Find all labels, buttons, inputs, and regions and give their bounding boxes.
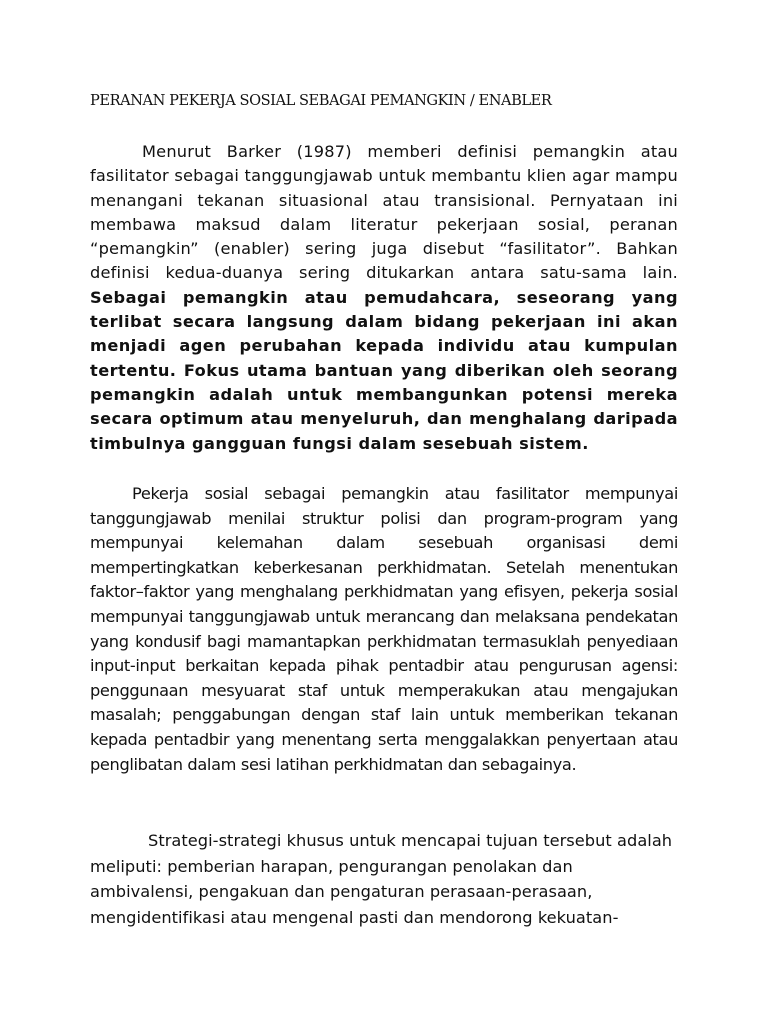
document-title: PERANAN PEKERJA SOSIAL SEBAGAI PEMANGKIN / ENABLER [90, 92, 552, 109]
paragraph-barker-definition [90, 140, 678, 456]
paragraph-social-worker-role: Pekerja sosial sebagai pemangkin atau fasilitator mempunyai tanggungjawab menilai struktur polisi dan program-program yang mempunyai kelemahan dalam sesebuah organisasi demi mempertingkatkan keberkesanan perkhidmatan. Setelah menentukan faktor–faktor yang menghalang perkhidmatan yang efisyen, pekerja sosial mempunyai tanggungjawab untuk merancang dan melaksana pendekatan yang kondusif bagi mamantapkan perkhidmatan termasuklah penyediaan input-input berkaitan kepada pihak pentadbir atau pengurusan agensi: penggunaan mesyuarat staf untuk memperakukan atau mengajukan masalah; penggabungan dengan staf lain untuk memberikan tekanan kepada pentadbir yang menentang serta menggalakkan penyertaan atau penglibatan dalam sesi latihan perkhidmatan dan sebagainya. [90, 484, 678, 774]
paragraph-regular-text: Menurut Barker (1987) memberi definisi pemangkin atau fasilitator sebagai tanggungjawab untuk membantu klien agar mampu menangani tekanan situasional atau transisional. Pernyataan ini membawa maksud dalam literatur pekerjaan sosial, peranan “pemangkin” (enabler) sering juga disebut “fasilitator”. Bahkan definisi kedua-duanya sering ditukarkan antara satu-sama lain. [90, 142, 678, 283]
paragraph-strategies: Strategi-strategi khusus untuk mencapai tujuan tersebut adalah meliputi: pemberian harapan, pengurangan penolakan dan ambivalensi, pengakuan dan pengaturan perasaan-perasaan, mengidentifikasi atau mengenal pasti dan mendorong kekuatan- [90, 831, 673, 927]
paragraph-bold-text: Sebagai pemangkin atau pemudahcara, seseorang yang terlibat secara langsung dalam bidang pekerjaan ini akan menjadi agen perubahan kepada individu atau kumpulan tertentu. Fokus utama bantuan yang diberikan oleh seorang pemangkin adalah untuk membangunkan potensi mereka secara optimum atau menyeluruh, dan menghalang daripada timbulnya gangguan fungsi dalam sesebuah sistem. [90, 287, 678, 453]
